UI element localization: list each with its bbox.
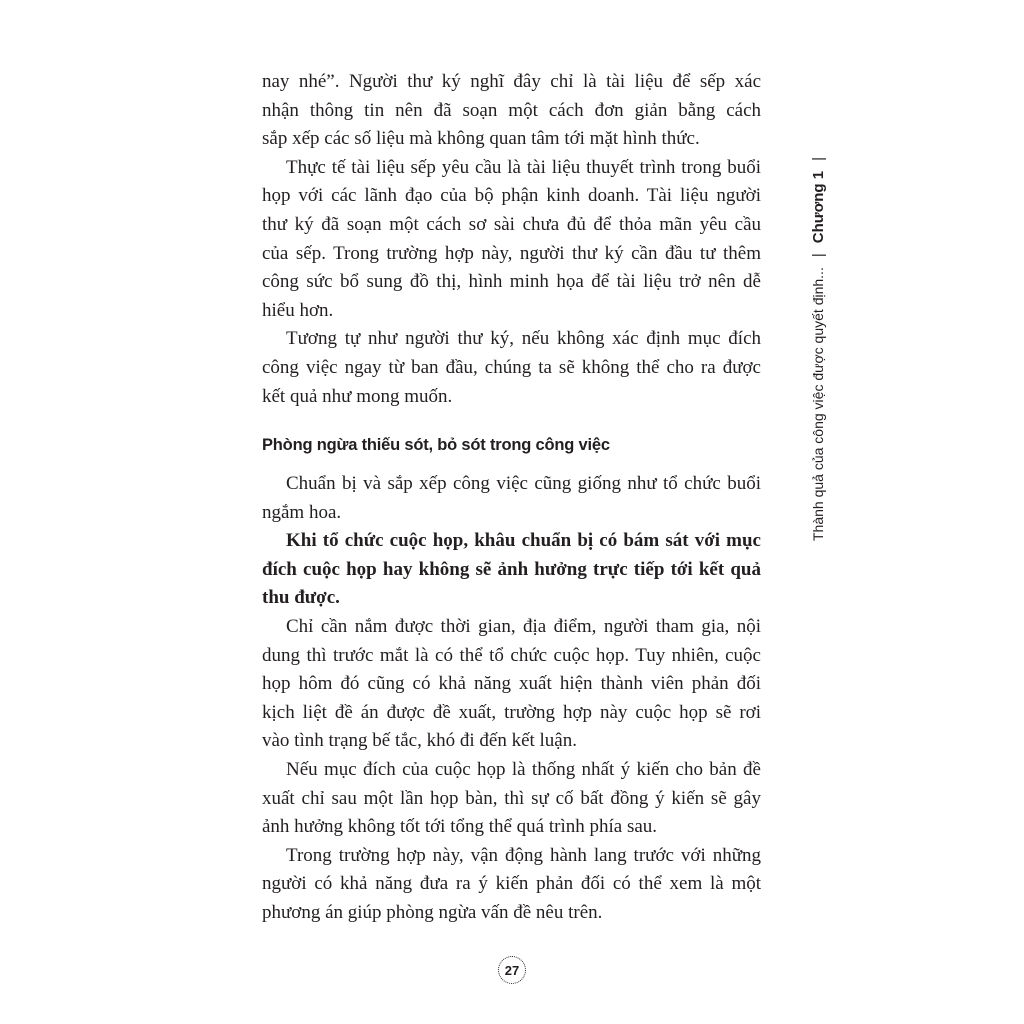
body-text-section-2 [262,470,762,928]
running-header-chapter: Chương 1 [809,170,827,244]
paragraph [262,68,762,154]
text-line: họp hôm đó cũng có khả năng xuất hiện thành viên phản đối [262,673,761,695]
running-header-title: Thành quả của công việc được quyết định... [810,267,826,541]
text-line: Trong trường hợp này, vận động hành lang trước với những [286,844,761,866]
section-heading: Phòng ngừa thiếu sót, bỏ sót trong công việc [262,436,610,454]
text-line: Chuẩn bị và sắp xếp công việc cũng giống như tổ chức buổi [286,473,761,494]
text-line: Nếu mục đích của cuộc họp là thống nhất ý kiến cho bản đề [286,758,761,780]
paragraph [262,470,762,527]
text-line: phương án giúp phòng ngừa vấn đề nêu trên. [262,901,603,923]
paragraph [262,756,762,842]
paragraph [262,613,762,756]
paragraph-emphasis [262,527,762,613]
text-line: của sếp. Trong trường hợp này, người thư ký cần đầu tư thêm [262,242,761,264]
text-line: Thực tế tài liệu sếp yêu cầu là tài liệu thuyết trình trong buổi [286,156,761,178]
text-line: người có khả năng đưa ra ý kiến phản đối có thể xem là một [262,873,761,895]
running-header [807,121,829,541]
paragraph [262,325,762,411]
body-text-section-1 [262,68,762,411]
text-line: kịch liệt đề án được đề xuất, trường hợp này cuộc họp sẽ rơi [262,701,761,723]
text-line: kết quả như mong muốn. [262,385,453,407]
text-line: ngắm hoa. [262,501,342,523]
paragraph [262,154,762,326]
text-line-bold: thu được. [262,587,340,609]
text-line-bold: Khi tổ chức cuộc họp, khâu chuẩn bị có bám sát với mục [286,530,761,552]
text-line: Tương tự như người thư ký, nếu không xác định mục đích [286,328,761,350]
text-line: nhận thông tin nên đã soạn một cách đơn giản bằng cách [262,99,761,121]
text-line: công việc ngay từ ban đầu, chúng ta sẽ không thể cho ra được [262,356,761,378]
paragraph [262,842,762,928]
text-line: ảnh hưởng không tốt tới tổng thể quá trình phía sau. [262,816,658,838]
running-header-separator: | [809,156,827,161]
running-header-separator: | [809,253,827,258]
text-line: sắp xếp các số liệu mà không quan tâm tới mặt hình thức. [262,128,700,150]
text-line: xuất chỉ sau một lần họp bàn, thì sự cố bất đồng ý kiến sẽ gây [262,787,761,809]
text-line-bold: đích cuộc họp hay không sẽ ảnh hưởng trực tiếp tới kết quả [262,558,761,580]
page-number [498,956,526,984]
page-number-text: 27 [504,962,520,978]
text-line: thư ký đã soạn một cách sơ sài chưa đủ để thỏa mãn yêu cầu [262,213,761,235]
text-line: dung thì trước mắt là có thể tổ chức cuộc họp. Tuy nhiên, cuộc [262,644,761,666]
text-line: vào tình trạng bế tắc, khó đi đến kết luận. [262,730,577,752]
text-line: Chỉ cần nắm được thời gian, địa điểm, người tham gia, nội [286,615,761,637]
text-line: họp với các lãnh đạo của bộ phận kinh doanh. Tài liệu người [262,185,761,207]
text-line: công sức bổ sung đồ thị, hình minh họa để tài liệu trở nên dễ [262,271,761,293]
text-line: nay nhé”. Người thư ký nghĩ đây chỉ là tài liệu để sếp xác [262,71,761,92]
text-line: hiểu hơn. [262,299,334,321]
